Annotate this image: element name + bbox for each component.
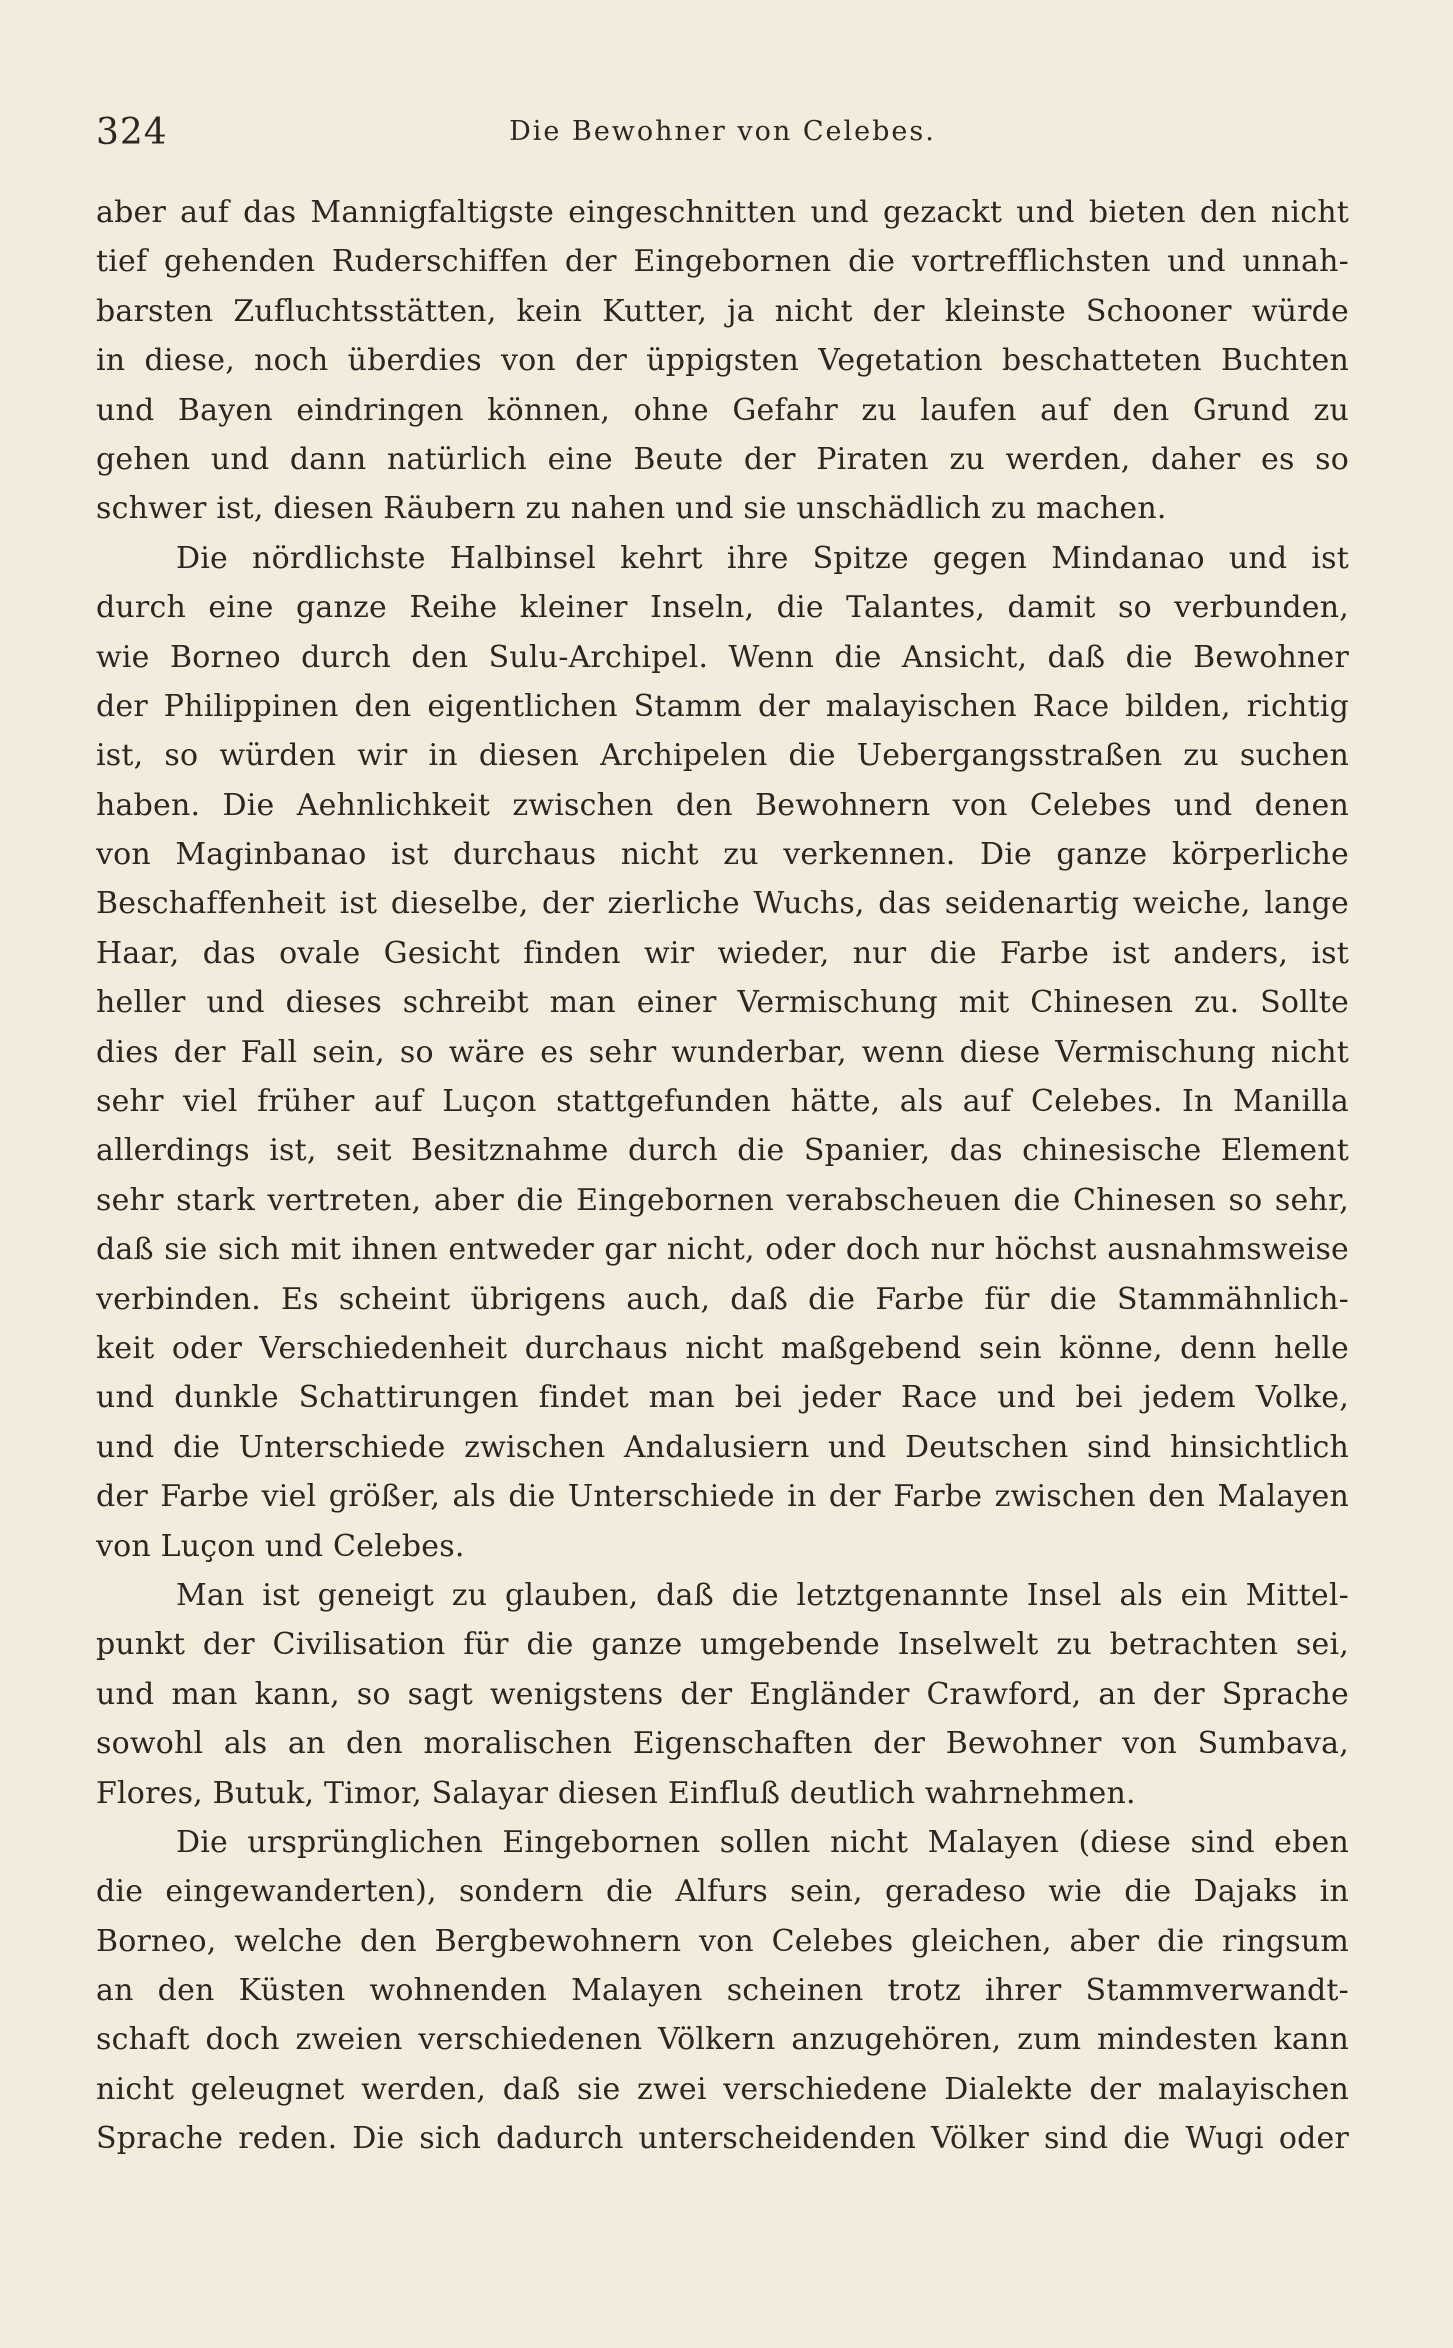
text-line: an den Küsten wohnenden Malayen scheinen trotz ihrer Stammverwandt- (96, 1973, 1349, 2009)
text-line: barsten Zufluchtsstätten, kein Kutter, ja nicht der kleinste Schooner würde (96, 293, 1349, 329)
page-number: 324 (96, 112, 168, 153)
text-line: dies der Fall sein, so wäre es sehr wunderbar, wenn diese Vermischung nicht (96, 1034, 1349, 1070)
text-line: keit oder Verschiedenheit durchaus nicht maßgebend sein könne, denn helle (96, 1330, 1349, 1366)
body-text (96, 188, 1349, 2164)
text-line: und die Unterschiede zwischen Andalusiern und Deutschen sind hinsichtlich (96, 1429, 1349, 1465)
text-line: nicht geleugnet werden, daß sie zwei verschiedene Dialekte der malayischen (96, 2071, 1349, 2107)
text-line: schwer ist, diesen Räubern zu nahen und sie unschädlich zu machen. (96, 491, 1167, 527)
text-line: Flores, Butuk, Timor, Salayar diesen Einfluß deutlich wahrnehmen. (96, 1775, 1136, 1811)
text-line: Beschaffenheit ist dieselbe, der zierliche Wuchs, das seidenartig weiche, lange (96, 886, 1349, 922)
text-line: und dunkle Schattirungen findet man bei jeder Race und bei jedem Volke, (96, 1380, 1349, 1416)
text-line: gehen und dann natürlich eine Beute der Piraten zu werden, daher es so (96, 441, 1349, 477)
text-line: der Farbe viel größer, als die Unterschiede in der Farbe zwischen den Malayen (96, 1479, 1349, 1515)
text-line: von Maginbanao ist durchaus nicht zu verkennen. Die ganze körperliche (96, 837, 1349, 873)
text-line: und Bayen eindringen können, ohne Gefahr zu laufen auf den Grund zu (96, 392, 1349, 428)
text-line: verbinden. Es scheint übrigens auch, daß die Farbe für die Stammähnlich- (96, 1281, 1349, 1317)
text-line: Man ist geneigt zu glauben, daß die letztgenannte Insel als ein Mittel- (176, 1577, 1349, 1613)
text-line: haben. Die Aehnlichkeit zwischen den Bewohnern von Celebes und denen (96, 787, 1349, 823)
text-line: die eingewanderten), sondern die Alfurs sein, geradeso wie die Dajaks in (96, 1874, 1349, 1910)
page-header (96, 112, 1349, 162)
text-line: tief gehenden Ruderschiffen der Eingebornen die vortrefflichsten und unnah- (96, 244, 1349, 280)
text-line: Die nördlichste Halbinsel kehrt ihre Spitze gegen Mindanao und ist (176, 540, 1349, 576)
text-line: der Philippinen den eigentlichen Stamm der malayischen Race bilden, richtig (96, 688, 1349, 724)
text-line: wie Borneo durch den Sulu-Archipel. Wenn die Ansicht, daß die Bewohner (96, 639, 1349, 675)
text-line: durch eine ganze Reihe kleiner Inseln, die Talantes, damit so verbunden, (96, 590, 1349, 626)
text-line: Sprache reden. Die sich dadurch unterscheidenden Völker sind die Wugi oder (96, 2121, 1349, 2157)
text-line: daß sie sich mit ihnen entweder gar nicht, oder doch nur höchst ausnahmsweise (96, 1232, 1349, 1268)
text-line: ist, so würden wir in diesen Archipelen die Uebergangsstraßen zu suchen (96, 738, 1349, 774)
text-line: und man kann, so sagt wenigstens der Engländer Crawford, an der Sprache (96, 1676, 1349, 1712)
text-line: punkt der Civilisation für die ganze umgebende Inselwelt zu betrachten sei, (96, 1627, 1349, 1663)
running-title: Die Bewohner von Celebes. (509, 116, 936, 147)
text-line: Haar, das ovale Gesicht finden wir wieder, nur die Farbe ist anders, ist (96, 935, 1349, 971)
text-line: Borneo, welche den Bergbewohnern von Celebes gleichen, aber die ringsum (96, 1923, 1349, 1959)
text-line: aber auf das Mannigfaltigste eingeschnitten und gezackt und bieten den nicht (96, 195, 1349, 230)
text-line: schaft doch zweien verschiedenen Völkern anzugehören, zum mindesten kann (96, 2022, 1349, 2058)
text-line: allerdings ist, seit Besitznahme durch die Spanier, das chinesische Element (96, 1133, 1349, 1169)
text-line: sowohl als an den moralischen Eigenschaften der Bewohner von Sumbava, (96, 1726, 1349, 1762)
text-line: heller und dieses schreibt man einer Vermischung mit Chinesen zu. Sollte (96, 985, 1349, 1021)
text-line: in diese, noch überdies von der üppigsten Vegetation beschatteten Buchten (96, 343, 1349, 379)
text-line: sehr stark vertreten, aber die Eingebornen verabscheuen die Chinesen so sehr, (96, 1182, 1349, 1218)
text-line: Die ursprünglichen Eingebornen sollen nicht Malayen (diese sind eben (176, 1824, 1349, 1860)
text-line: von Luçon und Celebes. (96, 1528, 465, 1564)
text-line: sehr viel früher auf Luçon stattgefunden hätte, als auf Celebes. In Manilla (96, 1084, 1349, 1120)
